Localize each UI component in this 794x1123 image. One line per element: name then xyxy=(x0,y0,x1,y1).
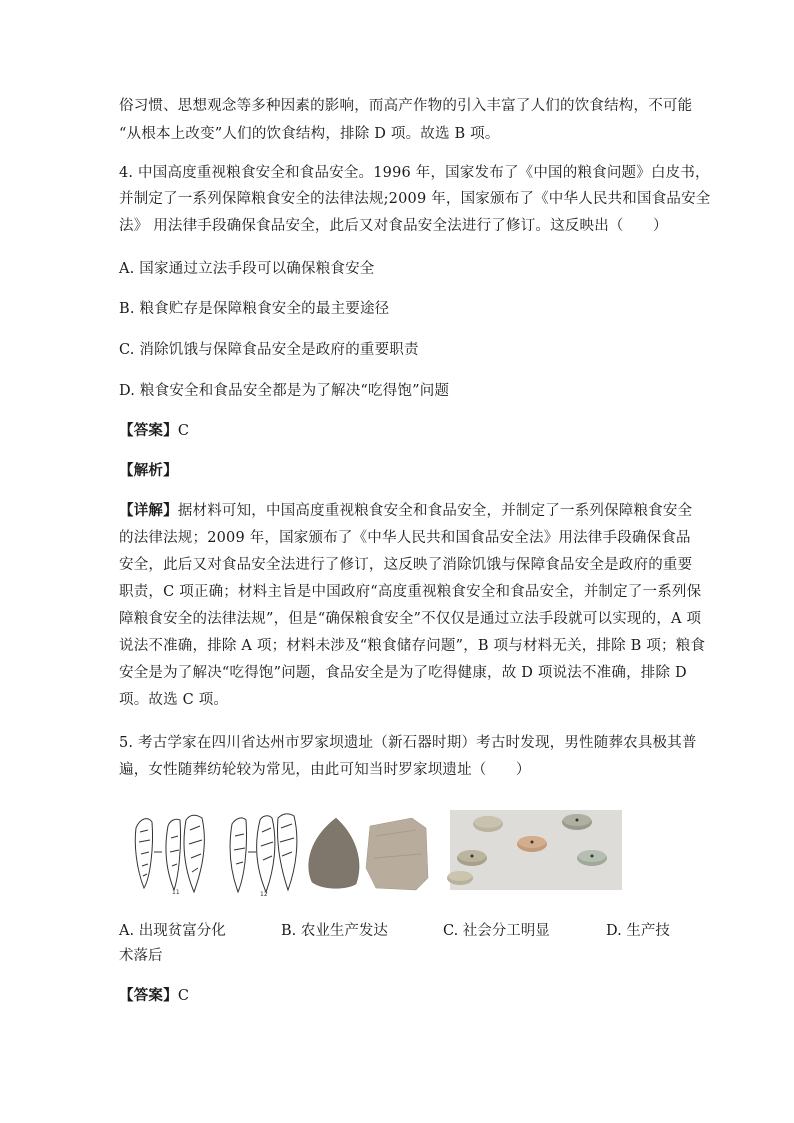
artifacts-figure xyxy=(126,808,626,900)
q5-option-c: C. 社会分工明显 xyxy=(443,923,550,939)
answer-value: C xyxy=(177,988,190,1004)
q5-option-a: A. 出现贫富分化 xyxy=(119,923,226,939)
figure-label-12: 12 xyxy=(260,891,268,898)
paragraph-line: “从根本上改变”人们的饮食结构，排除 D 项。故选 B 项。 xyxy=(119,126,500,142)
question-4-stem: 4. 中国高度重视粮食安全和食品安全。1996 年，国家发布了《中国的粮食问题》白皮书， xyxy=(119,165,710,181)
question-5-stem: 遍，女性随葬纺轮较为常见，由此可知当时罗家坝遗址（ ） xyxy=(119,762,531,778)
figure-label-11: 11 xyxy=(172,889,180,896)
q5-answer-line xyxy=(119,986,679,1006)
q5-option-b: B. 农业生产发达 xyxy=(281,923,388,939)
question-4-stem: 法》 用法律手段确保食品安全，此后又对食品安全法进行了修订。这反映出（ ） xyxy=(119,218,668,234)
detail-line xyxy=(119,501,693,521)
answer-line xyxy=(119,421,679,441)
detail-text: 据材料可知，中国高度重视粮食安全和食品安全，并制定了一系列保障粮食安全 xyxy=(177,503,693,519)
q5-option-d-continued: 术落后 xyxy=(119,948,163,964)
answer-tag: 【答案】 xyxy=(119,987,178,1004)
option-b: B. 粮食贮存是保障粮食安全的最主要途径 xyxy=(119,301,390,317)
option-a: A. 国家通过立法手段可以确保粮食安全 xyxy=(119,261,375,277)
stone-point-photo-icon xyxy=(309,818,359,888)
detail-line: 安全是为了解决“吃得饱”问题，食品安全是为了吃得健康，故 D 项说法不准确，排除 D xyxy=(119,665,687,681)
question-4-stem: 并制定了一系列保障粮食安全的法律法规;2009 年，国家颁布了《中华人民共和国食品安全 xyxy=(119,191,711,207)
paragraph-line: 俗习惯、思想观念等多种因素的影响，而高产作物的引入丰富了人们的饮食结构，不可能 xyxy=(119,98,693,114)
option-d: D. 粮食安全和食品安全都是为了解决“吃得饱”问题 xyxy=(119,383,450,399)
stone-tool-drawing-icon xyxy=(135,814,297,892)
q5-option-d: D. 生产技 xyxy=(606,923,670,939)
answer-tag: 【答案】 xyxy=(119,422,178,439)
detail-line: 障粮食安全的法律法规”，但是“确保粮食安全”不仅仅是通过立法手段就可以实现的，A 项 xyxy=(119,611,702,627)
detail-line: 安全，此后又对食品安全法进行了修订，这反映了消除饥饿与保障食品安全是政府的重要 xyxy=(119,557,693,573)
detail-line: 项。故选 C 项。 xyxy=(119,692,229,708)
analysis-tag: 【解析】 xyxy=(119,462,178,479)
answer-value: C xyxy=(177,423,190,439)
detail-line: 的法律法规；2009 年，国家颁布了《中华人民共和国食品安全法》用法律手段确保食品 xyxy=(119,530,691,546)
detail-line: 说法不准确，排除 A 项；材料未涉及“粮食储存问题”，B 项与材料无关，排除 B 项；粮食 xyxy=(119,638,706,654)
detail-tag: 【详解】 xyxy=(119,502,178,519)
detail-line: 职责，C 项正确；材料主旨是中国政府“高度重视粮食安全和食品安全，并制定了一系列保 xyxy=(119,584,702,600)
question-5-stem: 5. 考古学家在四川省达州市罗家坝遗址（新石器时期）考古时发现，男性随葬农具极其普 xyxy=(119,735,697,751)
option-c: C. 消除饥饿与保障食品安全是政府的重要职责 xyxy=(119,342,419,358)
